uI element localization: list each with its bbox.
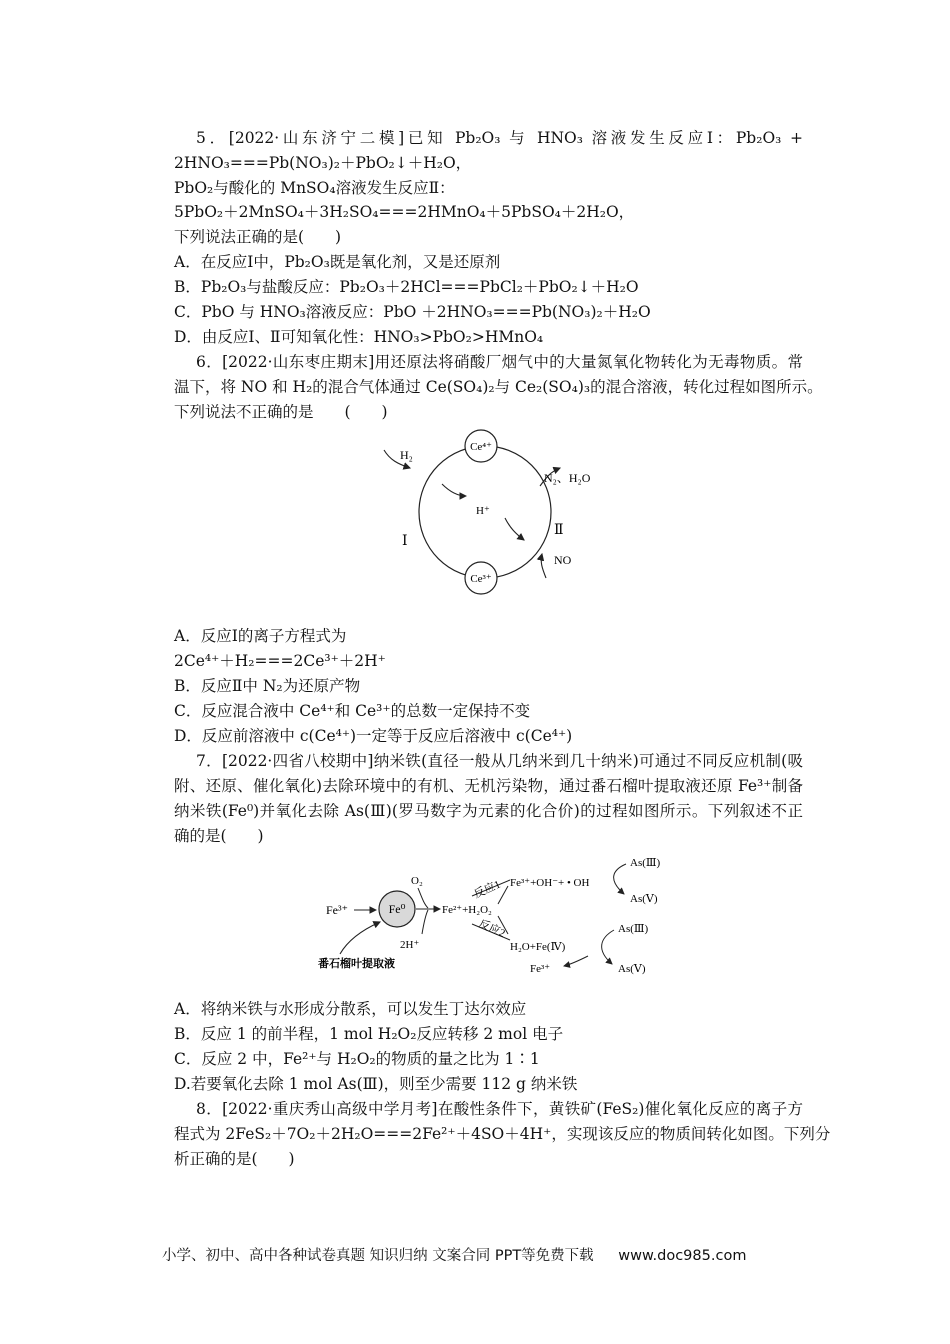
ce3-label: Ce³⁺ [470,573,492,585]
r2-label: 反应2 [476,917,507,940]
o2-label: O₂ [411,875,423,887]
q5-option-c: C．PbO 与 HNO₃溶液反应：PbO ＋2HNO₃===Pb(NO₃)₂＋H₂O [174,303,651,321]
as5-top-label: As(Ⅴ) [630,893,658,905]
q6-cycle-diagram [360,422,610,602]
inner-arrow-left [442,484,466,496]
fe0-label: Fe⁰ [388,902,406,916]
q7-option-c: C．反应 2 中，Fe²⁺与 H₂O₂的物质的量之比为 1∶1 [174,1050,540,1068]
as-top-arrow [614,864,626,894]
q5-stem-line-1: 5．[2022·山东济宁二模]已知 Pb₂O₃ 与 HNO₃ 溶液发生反应Ⅰ：Pb₂O₃ + [196,129,803,147]
q5-stem-line-3: PbO₂与酸化的 MnSO₄溶液发生反应Ⅱ： [174,179,455,197]
q7-option-a: A．将纳米铁与水形成分散系，可以发生丁达尔效应 [174,1000,527,1018]
q7-option-b: B．反应 1 的前半程，1 mol H₂O₂反应转移 2 mol 电子 [174,1025,564,1043]
page-footer [162,1244,746,1265]
ce4-label: Ce⁴⁺ [470,441,492,453]
footer-url[interactable]: www.doc985.com [618,1248,747,1264]
no-arrow [541,554,546,578]
q7-stem-line-4: 确的是( ) [174,827,264,845]
q6-option-c: C．反应混合液中 Ce⁴⁺和 Ce³⁺的总数一定保持不变 [174,702,531,720]
q6-stem-line-1: 6．[2022·山东枣庄期末]用还原法将硝酸厂烟气中的大量氮氧化物转化为无毒物质。常 [196,353,803,371]
q7-stem-line-3: 纳米铁(Fe⁰)并氧化去除 As(Ⅲ)(罗马数字为元素的化合价)的过程如图所示。下列叙述不正 [174,802,803,820]
q5-option-d: D．由反应Ⅰ、Ⅱ可知氧化性：HNO₃>PbO₂>HMnO₄ [174,328,544,346]
mid-label: Fe²⁺+H₂O₂ [442,904,492,916]
hplus-label: H⁺ [476,505,490,517]
q7-stem-line-2: 附、还原、催化氧化)去除环境中的有机、无机污染物，通过番石榴叶提取液还原 Fe³⁺制备 [174,777,803,795]
q7-nanoiron-diagram [318,850,678,978]
q5-stem-line-4: 5PbO₂＋2MnSO₄＋3H₂SO₄===2HMnO₄＋5PbSO₄＋2H₂O， [174,203,635,221]
o2-curve [418,888,428,908]
fe4-to-fe3-arrow [564,956,588,966]
footer-text: 小学、初中、高中各种试卷真题 知识归纳 文案合同 PPT等免费下载 [162,1248,594,1264]
q5-stem-line-2: 2HNO₃===Pb(NO₃)₂＋PbO₂↓＋H₂O， [174,154,472,172]
as3-top-label: As(Ⅲ) [630,857,661,869]
reaction-ii-label: Ⅱ [554,523,564,538]
q6-option-a-1: A．反应Ⅰ的离子方程式为 [174,627,347,645]
extract-label: 番石榴叶提取液 [318,958,395,970]
product-2-label: H₂O+Fe(Ⅳ) [510,941,566,953]
q8-stem-line-2: 程式为 2FeS₂＋7O₂＋2H₂O===2Fe²⁺＋4SO＋4H⁺，实现该反应的物质间转化如图。下列分 [174,1125,831,1143]
as5-bottom-label: As(Ⅴ) [618,963,646,975]
q6-option-a-2: 2Ce⁴⁺＋H₂===2Ce³⁺＋2H⁺ [174,652,386,670]
q5-option-a: A．在反应Ⅰ中，Pb₂O₃既是氧化剂，又是还原剂 [174,253,501,271]
inner-arrow-right [505,518,524,540]
reaction-i-label: Ⅰ [402,534,408,549]
as-bottom-arrow [602,930,614,964]
q7-option-d: D.若要氧化去除 1 mol As(Ⅲ)，则至少需要 112 g 纳米铁 [174,1075,578,1093]
q7-stem-line-1: 7．[2022·四省八校期中]纳米铁(直径一般从几纳米到几十纳米)可通过不同反应机制(吸 [196,752,803,770]
as3-bottom-label: As(Ⅲ) [618,923,649,935]
q6-option-d: D．反应前溶液中 c(Ce⁴⁺)一定等于反应后溶液中 c(Ce⁴⁺) [174,727,573,745]
fe3-bottom-label: Fe³⁺ [530,963,551,975]
products-label: N₂、H₂O [544,471,591,485]
fe3-label: Fe³⁺ [326,903,348,917]
q6-option-b: B．反应Ⅱ中 N₂为还原产物 [174,677,361,695]
r1-label: 反应1 [472,878,503,901]
q6-stem-line-3: 下列说法不正确的是 ( ) [174,403,388,421]
q8-stem-line-3: 析正确的是( ) [174,1150,295,1168]
product-1-label: Fe³⁺+OH⁻+ • OH [510,877,590,889]
h-curve [422,910,428,934]
q5-stem-line-5: 下列说法正确的是( ) [174,228,342,246]
extract-arrow [340,922,380,954]
q6-stem-line-2: 温下，将 NO 和 H₂的混合气体通过 Ce(SO₄)₂与 Ce₂(SO₄)₃的混合溶液，转化过程如图所示。 [174,378,823,396]
2h-label: 2H⁺ [400,939,420,951]
no-label: NO [554,553,572,567]
q5-option-b: B．Pb₂O₃与盐酸反应：Pb₂O₃＋2HCl===PbCl₂＋PbO₂↓＋H₂O [174,278,639,296]
q8-stem-line-1: 8．[2022·重庆秀山高级中学月考]在酸性条件下，黄铁矿(FeS₂)催化氧化反应的离子方 [196,1100,803,1118]
h2-label: H₂ [400,448,413,462]
